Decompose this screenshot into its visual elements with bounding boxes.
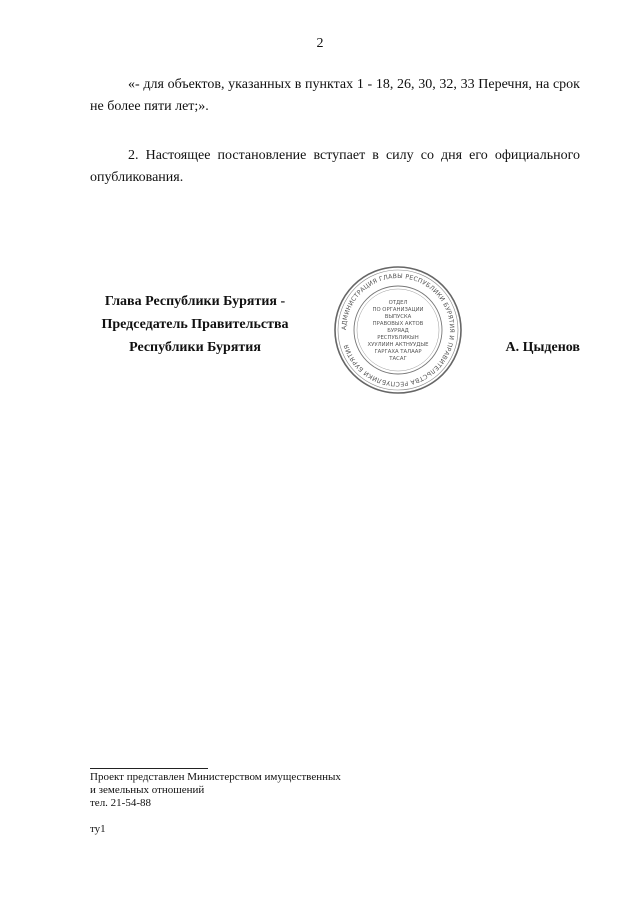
footnote-line-2: и земельных отношений: [90, 784, 205, 796]
body-paragraph-1: «- для объектов, указанных в пунктах 1 - 18, 26, 30, 32, 33 Перечня, на срок не более пяти лет;».: [90, 77, 580, 114]
seal-outer-text: АДМИНИСТРАЦИЯ ГЛАВЫ РЕСПУБЛИКИ БУРЯТИЯ И ПРАВИТЕЛЬСТВА РЕСПУБЛИКИ БУРЯТИЯ: [340, 272, 456, 388]
body-paragraph-2: 2. Настоящее постановление вступает в силу со дня его официального опубликования.: [90, 148, 580, 185]
seal-center-line: ТАСАГ: [389, 356, 407, 362]
seal-center-text: [368, 300, 430, 362]
page-number: 2: [316, 36, 324, 51]
footnote-divider: [90, 768, 208, 769]
seal-center-line: ХУУЛИИН АКТНУУДЫЕ: [367, 342, 429, 348]
official-seal: [333, 265, 463, 395]
document-code: ту1: [90, 823, 106, 835]
footnote: [90, 771, 341, 810]
seal-center-line: ПО ОРГАНИЗАЦИИ: [372, 307, 424, 313]
seal-center-line: РЕСПУБЛИКЫН: [377, 335, 419, 341]
signatory-title-line-2: Председатель Правительства: [101, 317, 289, 332]
signatory-title-line-3: Республики Бурятия: [129, 340, 261, 355]
seal-center-line: ОТДЕЛ: [388, 300, 408, 306]
footnote-line-3: тел. 21-54-88: [90, 797, 152, 809]
seal-center-line: ПРАВОВЫХ АКТОВ: [372, 321, 424, 327]
seal-center-line: ГАРГАХА ТАЛААР: [374, 349, 422, 355]
signatory-title: [90, 290, 300, 359]
seal-center-line: ВЫПУСКА: [384, 314, 412, 320]
footnote-line-1: Проект представлен Министерством имущественных: [90, 771, 341, 783]
seal-center-line: БУРЯАД: [387, 328, 409, 334]
signatory-name: А. Цыденов: [505, 340, 580, 355]
signatory-title-line-1: Глава Республики Бурятия -: [104, 294, 286, 309]
